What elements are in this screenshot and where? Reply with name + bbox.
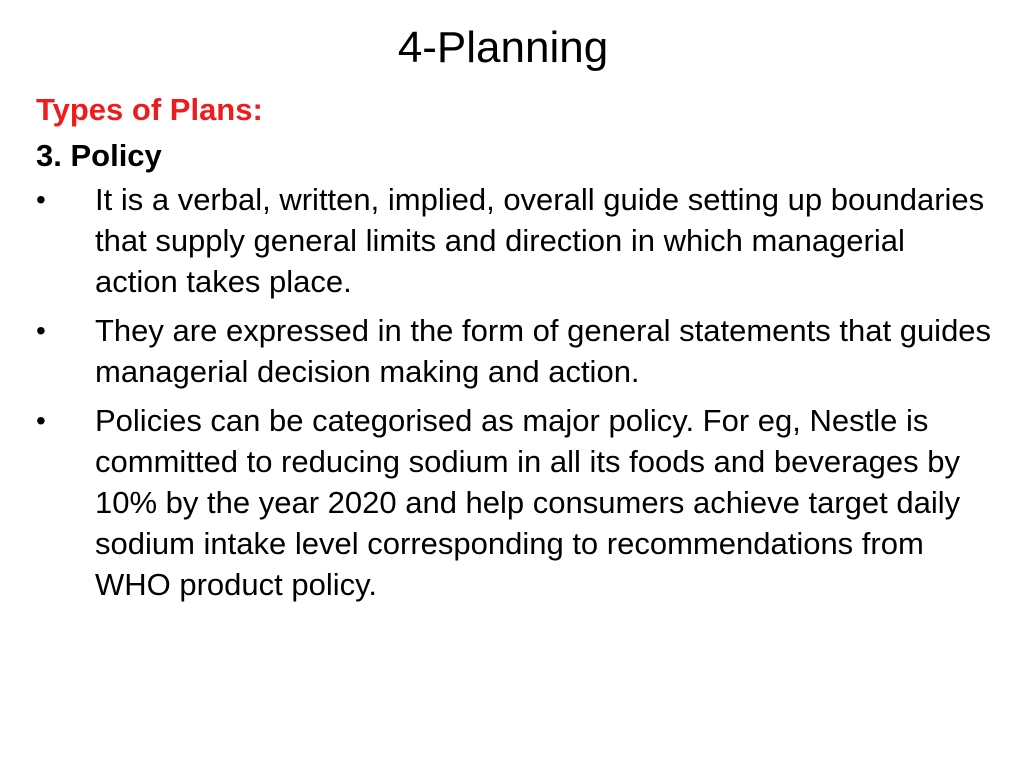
bullet-item	[36, 179, 996, 302]
bullet-dot-icon: •	[36, 184, 46, 215]
bullet-list	[36, 179, 996, 605]
bullet-item	[36, 400, 996, 605]
slide-content	[36, 87, 996, 613]
bullet-dot-icon: •	[36, 315, 46, 346]
section-heading: Types of Plans:	[36, 92, 263, 127]
bullet-text: They are expressed in the form of general statements that guides managerial decision making and action.	[95, 313, 992, 389]
bullet-item	[36, 310, 996, 392]
slide-title: 4-Planning	[397, 23, 609, 72]
bullet-text: Policies can be categorised as major policy. For eg, Nestle is committed to reducing sodium in all its foods and beverages by 10% by the year 2020 and help consumers achieve target daily sodium intake level corresponding to recommendations from WHO product policy.	[95, 403, 961, 602]
bullet-dot-icon: •	[36, 405, 46, 436]
policy-subheading: 3. Policy	[36, 138, 162, 173]
bullet-text: It is a verbal, written, implied, overall guide setting up boundaries that supply general limits and direction in which managerial action takes place.	[95, 182, 985, 299]
